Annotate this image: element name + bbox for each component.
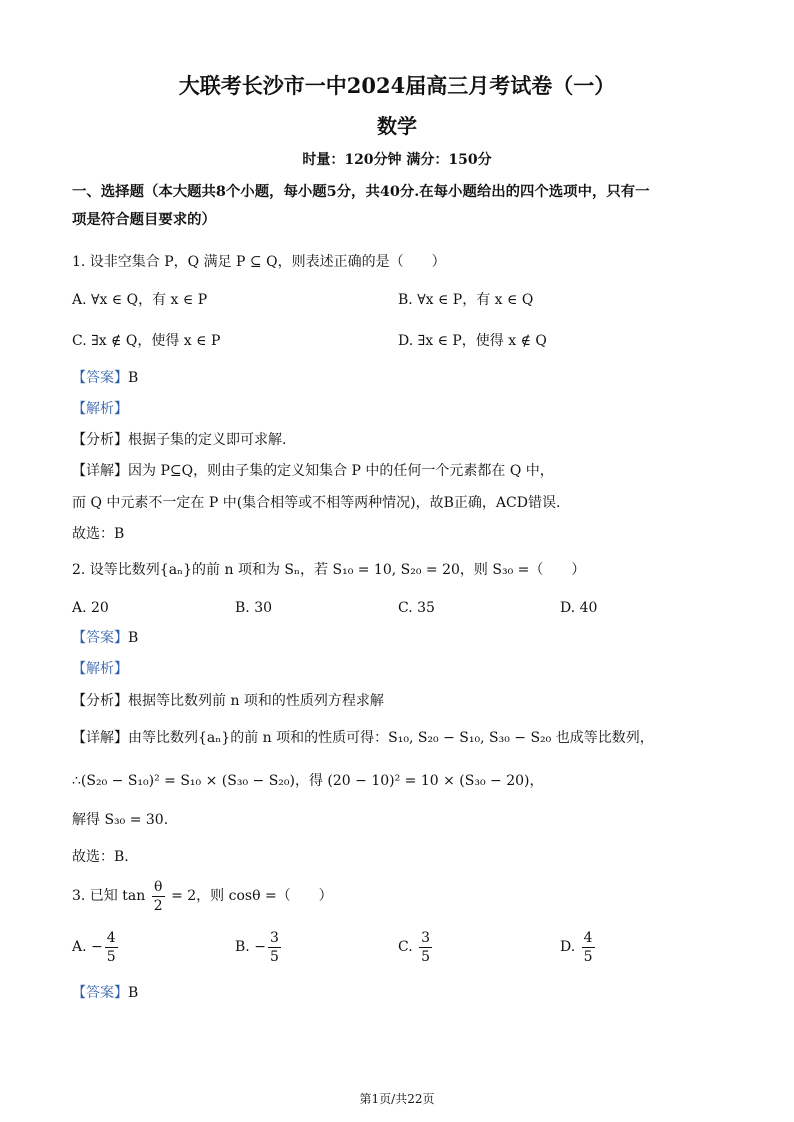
q3-half-angle-fraction	[152, 878, 165, 915]
section1-heading-line1: 一、选择题（本大题共8个小题，每小题5分，共40分.在每小题给出的四个选项中，只有一	[72, 183, 650, 200]
fraction-numerator: 3	[421, 929, 431, 946]
q1-detail-line1	[72, 461, 554, 481]
fraction-numerator: 4	[583, 929, 593, 946]
option-fraction	[582, 929, 595, 966]
q1-option-b: B. ∀x ∈ P，有 x ∈ Q	[398, 292, 534, 308]
q1-fenxi: 根据子集的定义即可求解.	[128, 432, 287, 448]
q1-option-d: D. ∃x ∈ P，使得 x ∉ Q	[398, 333, 547, 349]
q1-stem: 1. 设非空集合 P，Q 满足 P ⊆ Q，则表述正确的是（ ）	[72, 254, 446, 270]
q2-answer-line	[72, 628, 138, 648]
fraction-denominator: 5	[421, 948, 431, 965]
q1-analysis-tag: 【解析】	[72, 401, 128, 417]
q2-fenxi-line	[72, 691, 384, 711]
q1-answer-line	[72, 368, 138, 388]
option-fraction	[268, 929, 281, 966]
fraction-denominator: 2	[153, 897, 163, 914]
q3-answer-line	[72, 983, 138, 1003]
q1-detail-1: 因为 P⊆Q，则由子集的定义知集合 P 中的任何一个元素都在 Q 中，	[128, 463, 554, 479]
option-sign: −	[254, 939, 266, 955]
q2-detail-line3: 解得 S₃₀ = 30.	[72, 812, 169, 828]
fraction-denominator: 5	[106, 948, 116, 965]
option-label: C.	[398, 939, 413, 955]
q1-option-c: C. ∃x ∉ Q，使得 x ∈ P	[72, 333, 221, 349]
detail-tag: 【详解】	[72, 730, 128, 746]
q3-option-b	[235, 927, 283, 967]
answer-tag: 【答案】	[72, 985, 128, 1001]
q1-choose: 故选：B	[72, 526, 125, 542]
page-footer: 第1页/共22页	[359, 1092, 435, 1106]
q3-option-a	[72, 927, 120, 967]
fraction-denominator: 5	[583, 948, 593, 965]
q2-choose: 故选：B.	[72, 849, 129, 865]
q2-option-a: A. 20	[72, 600, 109, 616]
option-label: A.	[72, 939, 87, 955]
detail-tag: 【详解】	[72, 463, 128, 479]
q3-stem-prefix: 3. 已知 tan	[72, 888, 146, 904]
q2-detail-line1	[72, 728, 654, 748]
q2-option-c: C. 35	[398, 600, 435, 616]
fraction-numerator: 3	[269, 929, 279, 946]
answer-tag: 【答案】	[72, 630, 128, 646]
q2-stem: 2. 设等比数列{aₙ}的前 n 项和为 Sₙ，若 S₁₀ = 10, S₂₀ = 20，则 S₃₀ =（ ）	[72, 562, 586, 578]
q1-answer: B	[128, 370, 139, 386]
option-fraction	[419, 929, 432, 966]
q3-stem-suffix: = 2，则 cosθ =（ ）	[171, 888, 333, 904]
q3-stem	[72, 876, 333, 916]
fraction-numerator: θ	[152, 878, 165, 897]
option-label: D.	[560, 939, 576, 955]
q2-detail-1: 由等比数列{aₙ}的前 n 项和的性质可得：S₁₀, S₂₀ − S₁₀, S₃₀ − S₂₀ 也成等比数列，	[128, 730, 654, 746]
q2-answer: B	[128, 630, 139, 646]
q1-detail-line2: 而 Q 中元素不一定在 P 中(集合相等或不相等两种情况)，故B正确，ACD错误.	[72, 495, 561, 511]
q1-option-a: A. ∀x ∈ Q，有 x ∈ P	[72, 292, 208, 308]
fenxi-tag: 【分析】	[72, 693, 128, 709]
q2-analysis-tag: 【解析】	[72, 661, 128, 677]
q2-detail-line2: ∴(S₂₀ − S₁₀)² = S₁₀ × (S₃₀ − S₂₀)，得 (20 − 10)² = 10 × (S₃₀ − 20)，	[72, 773, 544, 789]
q1-fenxi-line	[72, 430, 286, 450]
fenxi-tag: 【分析】	[72, 432, 128, 448]
section1-heading-line2: 项是符合题目要求的）	[72, 211, 216, 228]
q3-answer: B	[128, 985, 139, 1001]
fraction-numerator: 4	[106, 929, 116, 946]
q2-fenxi: 根据等比数列前 n 项和的性质列方程求解	[128, 693, 384, 709]
q2-option-b: B. 30	[235, 600, 273, 616]
q3-option-c	[398, 927, 434, 967]
option-sign: −	[91, 939, 103, 955]
q3-option-d	[560, 927, 597, 967]
answer-tag: 【答案】	[72, 370, 128, 386]
option-fraction	[105, 929, 118, 966]
subject-title: 数学	[377, 114, 417, 138]
exam-title: 大联考长沙市一中2024届高三月考试卷（一）	[178, 73, 616, 98]
q2-option-d: D. 40	[560, 600, 598, 616]
time-info: 时量：120分钟 满分：150分	[302, 152, 492, 168]
option-label: B.	[235, 939, 250, 955]
fraction-denominator: 5	[269, 948, 279, 965]
